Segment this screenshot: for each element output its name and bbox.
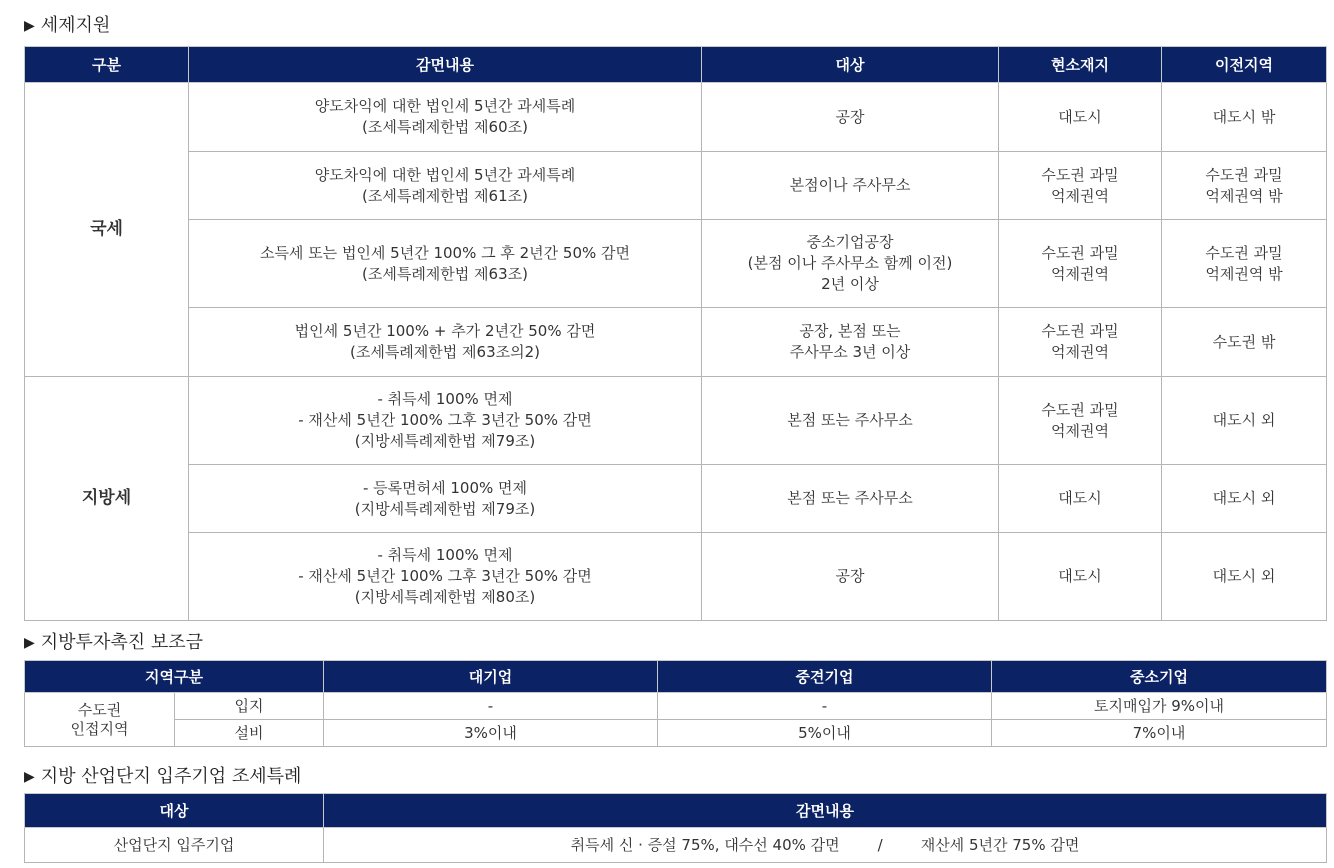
table-row <box>25 693 1327 720</box>
tax-support-table <box>24 46 1327 621</box>
current-location-cell: 대도시 <box>999 533 1162 621</box>
region-cell: 수도권 인접지역 <box>25 693 175 747</box>
table-header-row <box>25 47 1327 83</box>
section-title-text: 지방 산업단지 입주기업 조세특례 <box>40 766 302 787</box>
content-cell: 소득세 또는 법인세 5년간 100% 그 후 2년간 50% 감면 (조세특례제한법 제63조) <box>189 220 702 308</box>
table-header-row <box>25 661 1327 693</box>
content-cell: 양도차익에 대한 법인세 5년간 과세특례 (조세특례제한법 제60조) <box>189 83 702 152</box>
section-title-text: 지방투자촉진 보조금 <box>40 632 203 653</box>
header-content: 감면내용 <box>189 47 702 83</box>
benefit-cell <box>324 828 1327 863</box>
table-header-row <box>25 794 1327 828</box>
separator: / <box>877 835 883 854</box>
content-cell: 양도차익에 대한 법인세 5년간 과세특례 (조세특례제한법 제61조) <box>189 152 702 220</box>
section-title-text: 세제지원 <box>40 15 111 36</box>
target-cell: 본점이나 주사무소 <box>702 152 999 220</box>
subsidy-type-cell: 입지 <box>175 693 324 720</box>
header-target: 대상 <box>25 794 324 828</box>
header-content: 감면내용 <box>324 794 1327 828</box>
header-large-enterprise: 대기업 <box>324 661 658 693</box>
table-row <box>25 220 1327 308</box>
target-cell: 중소기업공장 (본점 이나 주사무소 함께 이전) 2년 이상 <box>702 220 999 308</box>
header-target: 대상 <box>702 47 999 83</box>
subsidy-table <box>24 660 1327 747</box>
table-row <box>25 828 1327 863</box>
target-cell: 본점 또는 주사무소 <box>702 465 999 533</box>
table-row <box>25 83 1327 152</box>
target-cell: 산업단지 입주기업 <box>25 828 324 863</box>
relocation-area-cell: 대도시 외 <box>1162 377 1327 465</box>
content-cell: - 등록면허세 100% 면제 (지방세특례제한법 제79조) <box>189 465 702 533</box>
section-title-industrial: ▶ 지방 산업단지 입주기업 조세특례 <box>24 766 302 787</box>
relocation-area-cell: 수도권 과밀 억제권역 밖 <box>1162 152 1327 220</box>
table-row <box>25 533 1327 621</box>
header-current-location: 현소재지 <box>999 47 1162 83</box>
target-cell: 공장, 본점 또는 주사무소 3년 이상 <box>702 308 999 377</box>
large-enterprise-cell: 3%이내 <box>324 720 658 747</box>
header-mid-enterprise: 중견기업 <box>658 661 992 693</box>
target-cell: 공장 <box>702 83 999 152</box>
section-title-subsidy: ▶ 지방투자촉진 보조금 <box>24 632 203 653</box>
large-enterprise-cell: - <box>324 693 658 720</box>
relocation-area-cell: 수도권 밖 <box>1162 308 1327 377</box>
industrial-complex-table <box>24 793 1327 863</box>
subsidy-type-cell: 설비 <box>175 720 324 747</box>
table-row <box>25 720 1327 747</box>
table-row <box>25 465 1327 533</box>
current-location-cell: 대도시 <box>999 83 1162 152</box>
current-location-cell: 수도권 과밀 억제권역 <box>999 377 1162 465</box>
header-relocation-area: 이전지역 <box>1162 47 1327 83</box>
content-cell: - 취득세 100% 면제 - 재산세 5년간 100% 그후 3년간 50% 감면 (지방세특례제한법 제79조) <box>189 377 702 465</box>
content-cell: - 취득세 100% 면제 - 재산세 5년간 100% 그후 3년간 50% 감면 (지방세특례제한법 제80조) <box>189 533 702 621</box>
category-national-tax: 국세 <box>25 83 189 377</box>
small-enterprise-cell: 토지매입가 9%이내 <box>992 693 1327 720</box>
table-row <box>25 377 1327 465</box>
relocation-area-cell: 대도시 밖 <box>1162 83 1327 152</box>
mid-enterprise-cell: - <box>658 693 992 720</box>
target-cell: 공장 <box>702 533 999 621</box>
header-small-enterprise: 중소기업 <box>992 661 1327 693</box>
mid-enterprise-cell: 5%이내 <box>658 720 992 747</box>
table-row <box>25 308 1327 377</box>
relocation-area-cell: 대도시 외 <box>1162 465 1327 533</box>
header-region-type: 지역구분 <box>25 661 324 693</box>
header-category: 구분 <box>25 47 189 83</box>
current-location-cell: 수도권 과밀 억제권역 <box>999 152 1162 220</box>
content-cell: 법인세 5년간 100% + 추가 2년간 50% 감면 (조세특례제한법 제63조의2) <box>189 308 702 377</box>
relocation-area-cell: 수도권 과밀 억제권역 밖 <box>1162 220 1327 308</box>
small-enterprise-cell: 7%이내 <box>992 720 1327 747</box>
current-location-cell: 수도권 과밀 억제권역 <box>999 220 1162 308</box>
category-local-tax: 지방세 <box>25 377 189 621</box>
current-location-cell: 수도권 과밀 억제권역 <box>999 308 1162 377</box>
table-row <box>25 152 1327 220</box>
benefit-acquisition-tax: 취득세 신 · 증설 75%, 대수선 40% 감면 <box>570 835 840 854</box>
benefit-property-tax: 재산세 5년간 75% 감면 <box>920 835 1080 854</box>
section-title-tax: ▶ 세제지원 <box>24 15 111 36</box>
relocation-area-cell: 대도시 외 <box>1162 533 1327 621</box>
current-location-cell: 대도시 <box>999 465 1162 533</box>
target-cell: 본점 또는 주사무소 <box>702 377 999 465</box>
